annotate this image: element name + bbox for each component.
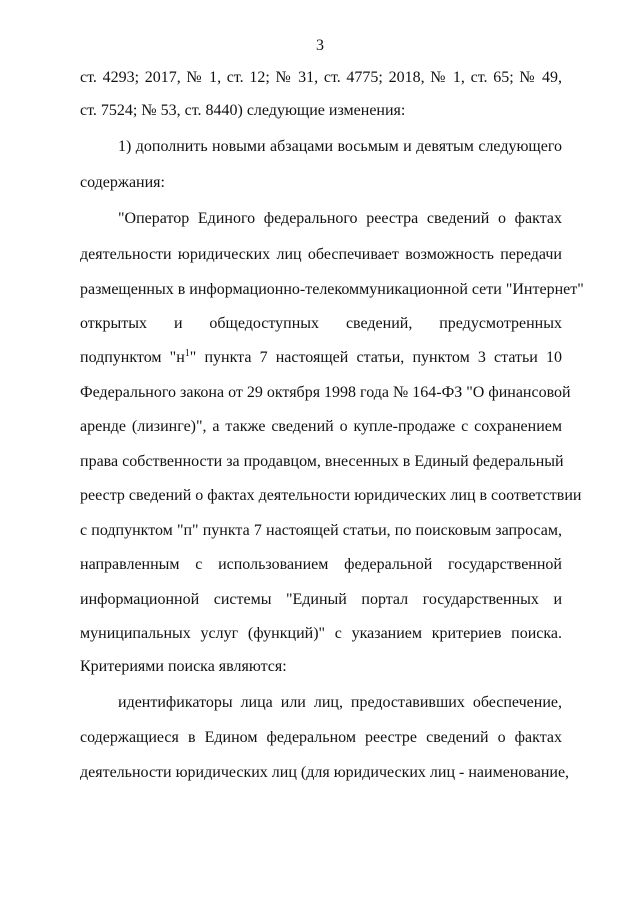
text-line	[80, 348, 562, 368]
text-line: права собственности за продавцом, внесенных в Единый федеральный	[80, 453, 564, 470]
page-number: 3	[316, 37, 324, 54]
text-fragment: подпунктом "н	[80, 349, 185, 366]
text-line: ст. 7524; № 53, ст. 8440) следующие изменения:	[80, 102, 406, 119]
text-line: Федерального закона от 29 октября 1998 года № 164-ФЗ "О финансовой	[80, 384, 571, 401]
superscript: 1	[184, 348, 190, 359]
text-line: содержания:	[80, 174, 165, 191]
text-line: с подпунктом "п" пункта 7 настоящей статьи, по поисковым запросам,	[80, 522, 562, 539]
text-line: информационной системы "Единый портал государственных и	[80, 591, 562, 608]
text-line: ст. 4293; 2017, № 1, ст. 12; № 31, ст. 4775; 2018, № 1, ст. 65; № 49,	[80, 69, 562, 86]
text-line: 1) дополнить новыми абзацами восьмым и девятым следующего	[118, 138, 562, 155]
text-line: муниципальных услуг (функций)" с указанием критериев поиска.	[80, 625, 562, 642]
text-line: реестр сведений о фактах деятельности юридических лиц в соответствии	[80, 487, 582, 504]
text-line: размещенных в информационно-телекоммуникационной сети "Интернет"	[80, 281, 584, 298]
text-line: идентификаторы лица или лиц, предоставивших обеспечение,	[118, 694, 562, 711]
text-line: аренде (лизинге)", а также сведений о купле-продаже с сохранением	[80, 418, 562, 435]
text-line: содержащиеся в Едином федеральном реестре сведений о фактах	[80, 729, 562, 746]
text-line: Критериями поиска являются:	[80, 658, 287, 675]
text-fragment: " пункта 7 настоящей статьи, пунктом 3 статьи 10	[189, 349, 563, 366]
text-line: "Оператор Единого федерального реестра сведений о фактах	[118, 210, 562, 227]
text-line: направленным с использованием федеральной государственной	[80, 556, 562, 573]
text-line: деятельности юридических лиц обеспечивает возможность передачи	[80, 246, 562, 263]
text-line: деятельности юридических лиц (для юридических лиц - наименование,	[80, 764, 570, 781]
text-line: открытых и общедоступных сведений, предусмотренных	[80, 315, 562, 332]
